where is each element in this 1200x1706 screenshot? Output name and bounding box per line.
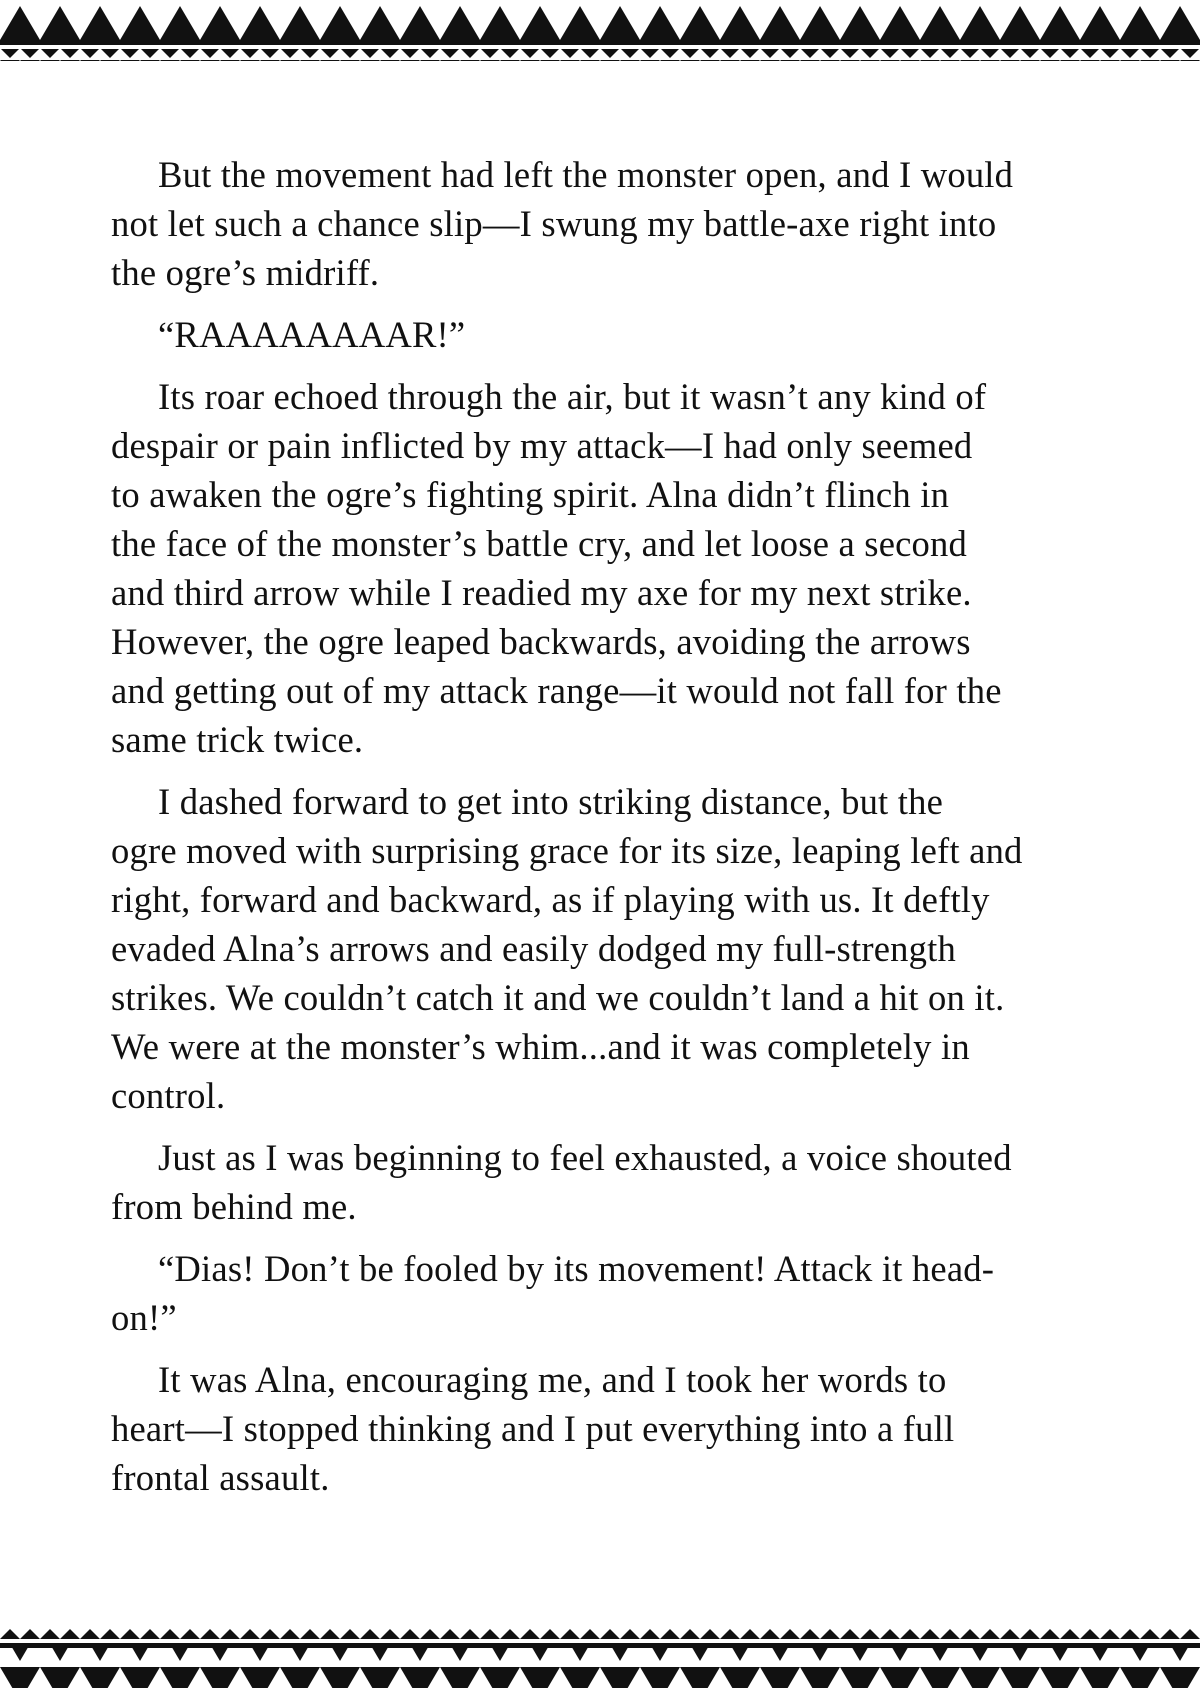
text-line: “RAAAAAAAAR!” <box>158 314 466 355</box>
text-line: and getting out of my attack range—it would not fall for the <box>111 670 1002 711</box>
text-line: evaded Alna’s arrows and easily dodged my full-strength <box>111 928 956 969</box>
text-line: But the movement had left the monster open, and I would <box>158 154 1014 195</box>
text-line: not let such a chance slip—I swung my battle-axe right into <box>111 203 997 244</box>
text-line: the face of the monster’s battle cry, and let loose a second <box>111 523 968 564</box>
text-line: from behind me. <box>111 1186 357 1227</box>
text-line: “Dias! Don’t be fooled by its movement! Attack it head- <box>158 1248 995 1289</box>
paragraph-3 <box>111 372 1111 764</box>
page-body-text <box>111 150 1111 1515</box>
text-line: right, forward and backward, as if playing with us. It deftly <box>111 879 990 920</box>
text-line: same trick twice. <box>111 719 364 760</box>
paragraph-2 <box>111 310 1111 359</box>
paragraph-4 <box>111 777 1111 1120</box>
bottom-zigzag-border <box>0 1627 1200 1706</box>
paragraph-6 <box>111 1244 1111 1342</box>
text-line: I dashed forward to get into striking distance, but the <box>158 781 944 822</box>
text-line: the ogre’s midriff. <box>111 252 380 293</box>
bottom-border-graphic <box>0 1627 1200 1706</box>
text-line: It was Alna, encouraging me, and I took her words to <box>158 1359 947 1400</box>
text-line: to awaken the ogre’s fighting spirit. Alna didn’t flinch in <box>111 474 950 515</box>
text-line: However, the ogre leaped backwards, avoiding the arrows <box>111 621 971 662</box>
text-line: Just as I was beginning to feel exhausted, a voice shouted <box>158 1137 1012 1178</box>
text-line: heart—I stopped thinking and I put everything into a full <box>111 1408 955 1449</box>
text-line: strikes. We couldn’t catch it and we couldn’t land a hit on it. <box>111 977 1005 1018</box>
text-line: We were at the monster’s whim...and it was completely in <box>111 1026 970 1067</box>
top-border-graphic <box>0 0 1200 62</box>
text-line: control. <box>111 1075 226 1116</box>
top-zigzag-border <box>0 0 1200 62</box>
paragraph-1 <box>111 150 1111 297</box>
paragraph-7 <box>111 1355 1111 1502</box>
text-line: frontal assault. <box>111 1457 330 1498</box>
text-line: Its roar echoed through the air, but it wasn’t any kind of <box>158 376 987 417</box>
text-line: despair or pain inflicted by my attack—I had only seemed <box>111 425 973 466</box>
text-line: ogre moved with surprising grace for its size, leaping left and <box>111 830 1023 871</box>
text-line: on!” <box>111 1297 177 1338</box>
text-line: and third arrow while I readied my axe for my next strike. <box>111 572 972 613</box>
paragraph-5 <box>111 1133 1111 1231</box>
